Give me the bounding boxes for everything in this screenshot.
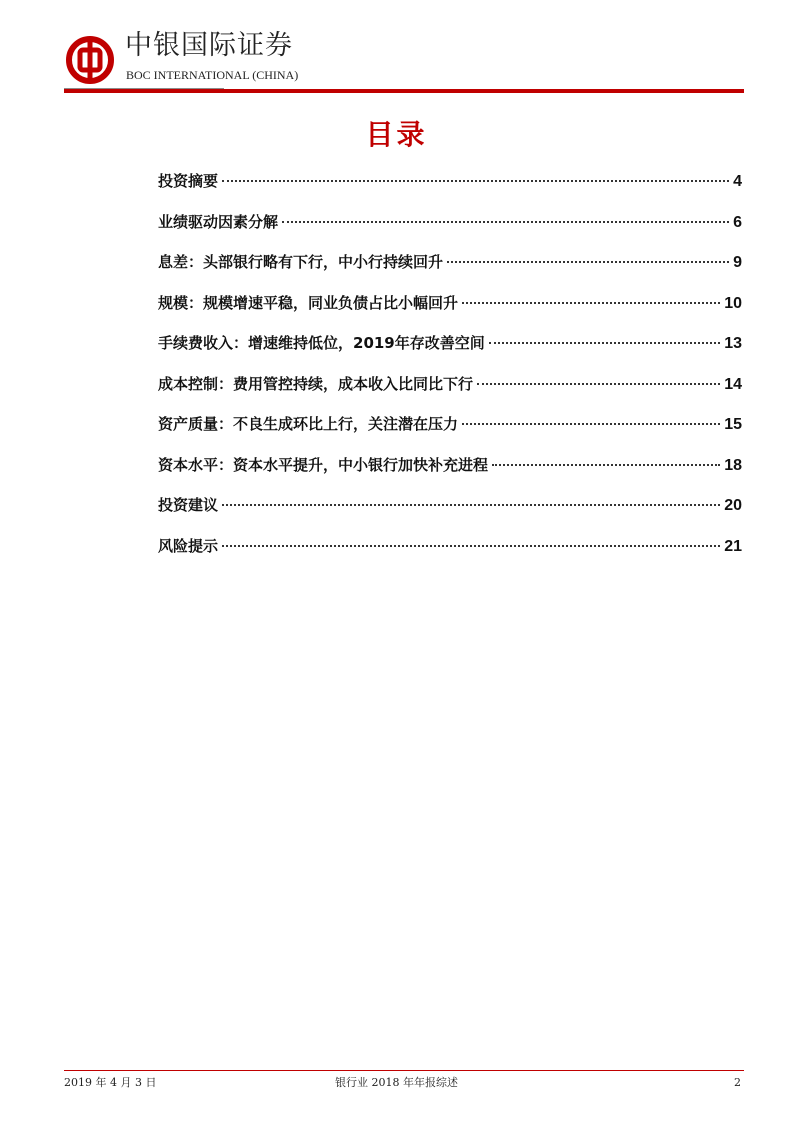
- boc-logo-icon: [66, 36, 114, 84]
- toc-entry[interactable]: [158, 292, 742, 333]
- toc-entry[interactable]: [158, 413, 742, 454]
- toc-entry-label: 手续费收入：增速维持低位，2019年存改善空间: [158, 334, 485, 352]
- toc-entry-label: 成本控制：费用管控持续，成本收入比同比下行: [158, 374, 474, 393]
- footer-divider: [64, 1070, 744, 1071]
- toc-entry-label: 风险提示: [158, 536, 219, 555]
- page-header: [0, 0, 793, 100]
- footer-report-title: 银行业 2018 年年报综述: [335, 1076, 458, 1089]
- toc-entry-page: 21: [724, 537, 742, 555]
- toc-entry[interactable]: [158, 211, 742, 252]
- header-divider: [64, 89, 744, 93]
- toc-entry-label: 规模：规模增速平稳，同业负债占比小幅回升: [158, 293, 459, 312]
- table-of-contents: [158, 170, 742, 575]
- toc-entry-page: 6: [733, 213, 742, 231]
- toc-entry-label: 息差：头部银行略有下行，中小行持续回升: [158, 253, 444, 271]
- footer-date: 2019 年 4 月 3 日: [64, 1076, 157, 1089]
- toc-dot-leader: [222, 504, 720, 506]
- brand-name-en: BOC INTERNATIONAL (CHINA): [126, 68, 299, 82]
- toc-dot-leader: [282, 221, 729, 223]
- toc-entry-label: 投资建议: [158, 496, 219, 514]
- toc-entry[interactable]: [158, 332, 742, 373]
- toc-entry-page: 13: [724, 335, 742, 352]
- toc-entry-label: 投资摘要: [158, 172, 219, 190]
- toc-entry[interactable]: [158, 251, 742, 292]
- toc-entry[interactable]: [158, 454, 742, 495]
- toc-entry-page: 10: [724, 294, 742, 312]
- toc-dot-leader: [462, 423, 720, 425]
- toc-entry[interactable]: [158, 494, 742, 535]
- toc-dot-leader: [462, 302, 720, 304]
- brand-name-cn: 中银国际证券: [125, 30, 293, 61]
- toc-dot-leader: [222, 180, 729, 182]
- footer-page-number: 2: [734, 1076, 741, 1089]
- toc-entry[interactable]: [158, 373, 742, 414]
- toc-entry-page: 4: [733, 173, 742, 190]
- toc-entry-label: 业绩驱动因素分解: [158, 212, 279, 231]
- toc-entry-label: 资产质量：不良生成环比上行，关注潜在压力: [158, 415, 459, 433]
- toc-dot-leader: [447, 261, 729, 263]
- toc-entry[interactable]: [158, 170, 742, 211]
- toc-entry-page: 15: [724, 416, 742, 433]
- toc-dot-leader: [477, 383, 720, 385]
- toc-dot-leader: [492, 464, 720, 466]
- toc-entry-page: 14: [724, 375, 742, 393]
- toc-entry-label: 资本水平：资本水平提升，中小银行加快补充进程: [158, 455, 489, 474]
- toc-dot-leader: [489, 342, 720, 344]
- toc-dot-leader: [222, 545, 720, 547]
- toc-entry-page: 9: [733, 254, 742, 271]
- toc-entry-page: 18: [724, 456, 742, 474]
- toc-title: 目录: [365, 118, 428, 151]
- toc-entry-page: 20: [724, 497, 742, 514]
- toc-entry[interactable]: [158, 535, 742, 576]
